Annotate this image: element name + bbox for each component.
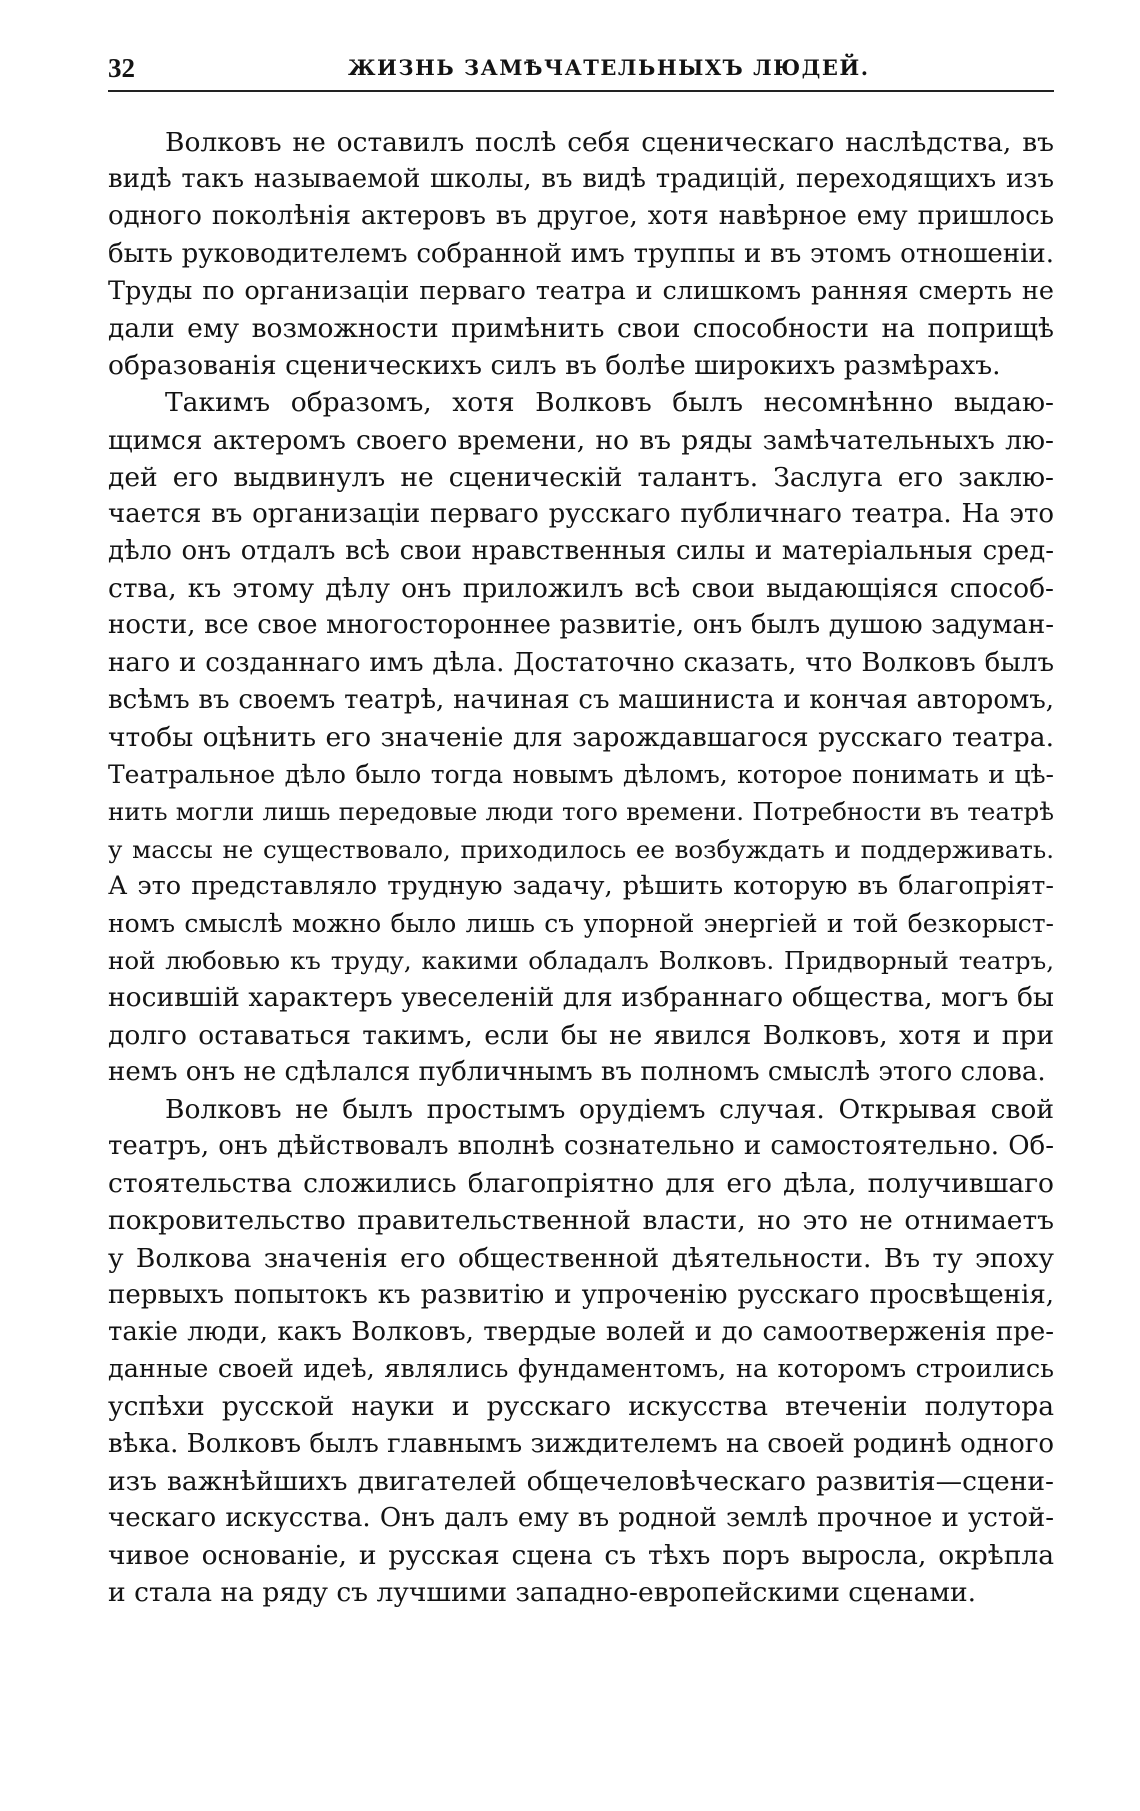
- body-text: [108, 124, 1054, 1612]
- header-rule: [108, 90, 1054, 92]
- text-line: номъ смыслѣ можно было лишь съ упорной энергіей и той безкорыст-: [108, 908, 1054, 938]
- text-line: Волковъ не оставилъ послѣ себя сценическаго наслѣдства, въ: [165, 127, 1054, 158]
- text-line: ной любовью къ труду, какими обладалъ Волковъ. Придворный театръ,: [108, 946, 1054, 976]
- text-line: первыхъ попытокъ къ развитію и упроченію русскаго просвѣщенія,: [108, 1279, 1054, 1310]
- text-line: такіе люди, какъ Волковъ, твердые волей и до самоотверженія пре-: [108, 1317, 1054, 1347]
- text-line: вѣка. Волковъ былъ главнымъ зиждителемъ на своей родинѣ одного: [108, 1428, 1054, 1459]
- text-line: щимся актеромъ своего времени, но въ ряды замѣчательныхъ лю-: [108, 424, 1054, 456]
- text-line: немъ онъ не сдѣлался публичнымъ въ полномъ смыслѣ этого слова.: [108, 1056, 1046, 1087]
- text-line: у массы не существовало, приходилось ее возбуждать и поддерживать.: [108, 834, 1054, 864]
- text-line: А это представляло трудную задачу, рѣшить которую въ благопріят-: [108, 870, 1054, 901]
- page-number: 32: [108, 53, 135, 83]
- text-line: чивое основаніе, и русская сцена съ тѣхъ поръ выросла, окрѣпла: [108, 1540, 1054, 1572]
- text-line: дали ему возможности примѣнить свои способности на поприщѣ: [108, 312, 1054, 344]
- text-line: быть руководителемъ собранной имъ труппы и въ этомъ отношеніи.: [108, 238, 1054, 269]
- text-line: покровительство правительственной власти, но это не отнимаетъ: [108, 1205, 1054, 1237]
- text-line: дей его выдвинулъ не сценическій талантъ. Заслуга его заклю-: [108, 461, 1054, 493]
- text-line: всѣмъ въ своемъ театрѣ, начиная съ машиниста и кончая авторомъ,: [108, 684, 1054, 715]
- text-line: и стала на ряду съ лучшими западно-европейскими сценами.: [108, 1577, 977, 1609]
- running-title: ЖИЗНЬ ЗАМѢЧАТЕЛЬНЫХЪ ЛЮДЕЙ.: [348, 55, 870, 80]
- text-line: Театральное дѣло было тогда новымъ дѣломъ, которое понимать и цѣ-: [108, 760, 1054, 790]
- text-line: дѣло онъ отдалъ всѣ свои нравственныя силы и матеріальныя сред-: [108, 536, 1054, 567]
- text-line: Волковъ не былъ простымъ орудіемъ случая. Открывая свой: [165, 1093, 1054, 1125]
- text-line: чтобы оцѣнить его значеніе для зарождавшагося русскаго театра.: [108, 722, 1054, 753]
- text-line: долго оставаться такимъ, если бы не явился Волковъ, хотя и при: [108, 1019, 1054, 1051]
- text-line: успѣхи русской науки и русскаго искусства втеченіи полутора: [108, 1391, 1054, 1423]
- text-line: театръ, онъ дѣйствовалъ вполнѣ сознательно и самостоятельно. Об-: [108, 1131, 1054, 1162]
- text-line: стоятельства сложились благопріятно для его дѣла, получившаго: [108, 1168, 1054, 1200]
- page-header: [108, 48, 1054, 88]
- text-line: у Волкова значенія его общественной дѣятельности. Въ ту эпоху: [108, 1242, 1054, 1274]
- text-line: ства, къ этому дѣлу онъ приложилъ всѣ свои выдающіяся способ-: [108, 573, 1054, 605]
- text-line: образованія сценическихъ силъ въ болѣе широкихъ размѣрахъ.: [108, 350, 1001, 382]
- text-line: Такимъ образомъ, хотя Волковъ былъ несомнѣнно выдаю-: [165, 387, 1054, 419]
- text-line: носившій характеръ увеселеній для избраннаго общества, могъ бы: [108, 982, 1054, 1014]
- text-line: наго и созданнаго имъ дѣла. Достаточно сказать, что Волковъ былъ: [108, 647, 1054, 678]
- text-line: одного поколѣнія актеровъ въ другое, хотя навѣрное ему пришлось: [108, 201, 1054, 232]
- text-line: данные своей идеѣ, являлись фундаментомъ, на которомъ строились: [108, 1354, 1054, 1385]
- text-line: ческаго искусства. Онъ далъ ему въ родной землѣ прочное и устой-: [108, 1502, 1054, 1533]
- text-line: нить могли лишь передовые люди того времени. Потребности въ театрѣ: [108, 797, 1054, 827]
- text-line: изъ важнѣйшихъ двигателей общечеловѣческаго развитія—сцени-: [108, 1465, 1054, 1497]
- text-line: чается въ организаціи перваго русскаго публичнаго театра. На это: [108, 498, 1054, 529]
- text-line: ности, все свое многостороннее развитіе, онъ былъ душою задуман-: [108, 610, 1054, 641]
- text-line: Труды по организаціи перваго театра и слишкомъ ранняя смерть не: [108, 275, 1054, 306]
- text-line: видѣ такъ называемой школы, въ видѣ традицій, переходящихъ изъ: [108, 164, 1054, 195]
